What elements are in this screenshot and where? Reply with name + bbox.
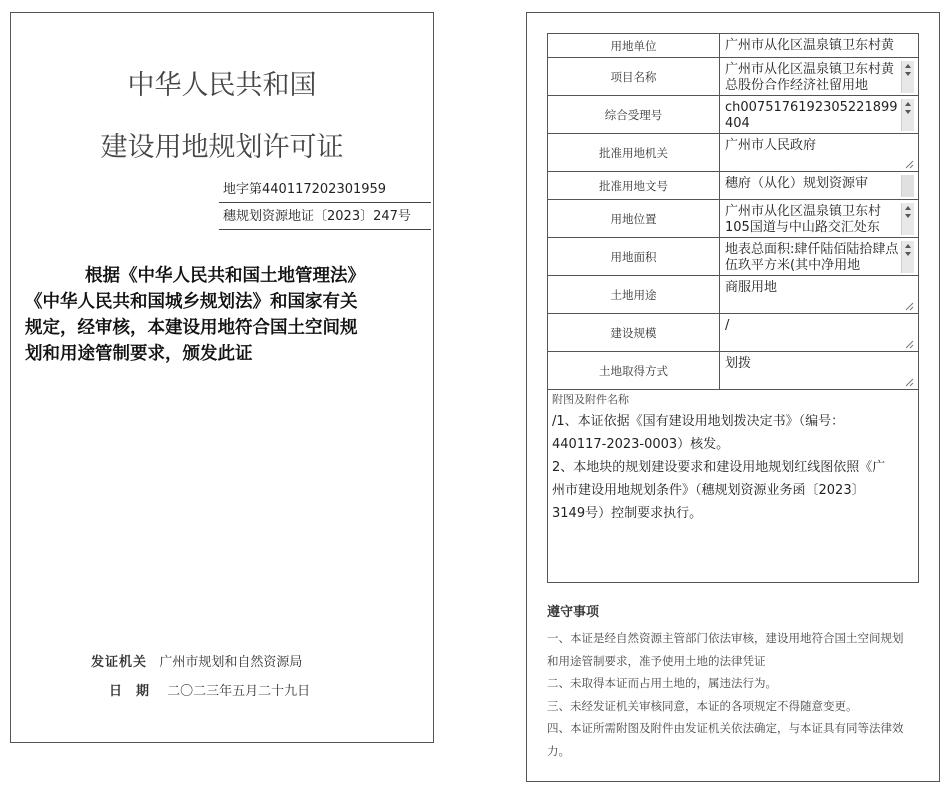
country-title: 中华人民共和国 xyxy=(127,70,317,101)
table-row xyxy=(548,352,919,390)
declaration-line: 根据《中华人民共和国土地管理法》 xyxy=(85,266,365,286)
date-value: 二〇二三年五月二十九日 xyxy=(167,684,311,699)
table-row xyxy=(548,34,919,58)
scroll-arrows-icon[interactable] xyxy=(901,99,914,131)
issuer-label: 发证机关 xyxy=(91,655,148,670)
attachments-text[interactable] xyxy=(552,410,914,525)
table-row xyxy=(548,96,919,134)
table-row xyxy=(548,276,919,314)
rule-line: 一、本证是经自然资源主管部门依法审核，建设用地符合国土空间规划 xyxy=(547,631,904,645)
resize-grip-icon[interactable] xyxy=(905,340,914,349)
rule-line: 四、本证所需附图及附件由发证机关依法确定，与本证具有同等法律效 xyxy=(547,721,904,735)
certificate-title: 建设用地规划许可证 xyxy=(100,132,344,163)
row-label: 综合受理号 xyxy=(548,96,720,134)
row-label: 批准用地机关 xyxy=(548,134,720,172)
resize-grip-icon[interactable] xyxy=(905,302,914,311)
attachment-line: 2、本地块的规划建设要求和建设用地规划红线图依照《广 xyxy=(552,460,886,475)
row-label: 项目名称 xyxy=(548,58,720,96)
attachment-line: /1、本证依据《国有建设用地划拨决定书》（编号： xyxy=(552,414,845,429)
certificate-details xyxy=(526,12,940,782)
details-table xyxy=(547,33,919,390)
table-row xyxy=(548,172,919,200)
scroll-track-icon[interactable] xyxy=(901,175,914,197)
rule-line: 和用途管制要求，准予使用土地的法律凭证 xyxy=(547,653,766,668)
issuer-row xyxy=(91,651,302,670)
land-unit-field[interactable]: 广州市从化区温泉镇卫东村黄 xyxy=(725,37,895,53)
declaration-line: 规定，经审核，本建设用地符合国土空间规 xyxy=(25,318,358,338)
rule-line: 二、未取得本证而占用土地的，属违法行为。 xyxy=(547,676,777,690)
acceptance-number-field[interactable]: ch0075176192305221899404 xyxy=(723,98,915,132)
scroll-arrows-icon[interactable] xyxy=(901,241,914,273)
row-label: 建设规模 xyxy=(548,314,720,352)
land-location-field[interactable]: 广州市从化区温泉镇卫东村105国道与中山路交汇处东 xyxy=(723,202,915,236)
row-label: 用地单位 xyxy=(548,34,720,58)
issuer-value: 广州市规划和自然资源局 xyxy=(159,655,303,670)
attachments-label: 附图及附件名称 xyxy=(552,393,629,406)
rule-line: 力。 xyxy=(547,743,570,758)
row-label: 用地面积 xyxy=(548,238,720,276)
rules-title: 遵守事项 xyxy=(547,605,600,620)
attachment-line: 州市建设用地规划条件》（穗规划资源业务函〔2023〕 xyxy=(552,483,865,498)
certificate-front xyxy=(10,12,434,743)
rules-list xyxy=(547,627,927,762)
table-row xyxy=(548,238,919,276)
approval-authority-field[interactable]: 广州市人民政府 xyxy=(723,136,915,170)
row-label: 用地位置 xyxy=(548,200,720,238)
certificate-number: 地字第440117202301959 xyxy=(219,177,431,203)
construction-scale-field[interactable]: / xyxy=(723,316,915,350)
table-row xyxy=(548,314,919,352)
project-name-field[interactable]: 广州市从化区温泉镇卫东村黄总股份合作经济社留用地 xyxy=(723,60,915,94)
scroll-arrows-icon[interactable] xyxy=(901,61,914,93)
land-area-field[interactable]: 地表总面积:肆仟陆佰陆拾肆点伍玖平方米(其中净用地 xyxy=(723,240,915,274)
approval-document-field[interactable]: 穗府（从化）规划资源审 xyxy=(723,174,915,198)
certificate-document-number: 穗规划资源地证〔2023〕247号 xyxy=(219,204,431,230)
row-label: 批准用地文号 xyxy=(548,172,720,200)
resize-grip-icon[interactable] xyxy=(905,378,914,387)
land-use-field[interactable]: 商服用地 xyxy=(723,278,915,312)
main-declaration xyxy=(25,263,425,367)
table-row xyxy=(548,58,919,96)
resize-grip-icon[interactable] xyxy=(905,160,914,169)
attachment-line: 3149号）控制要求执行。 xyxy=(552,506,703,521)
date-row xyxy=(109,680,310,699)
acquisition-method-field[interactable]: 划拨 xyxy=(723,354,915,388)
row-label: 土地用途 xyxy=(548,276,720,314)
date-label: 日期 xyxy=(109,684,164,699)
attachment-line: 440117-2023-0003）核发。 xyxy=(552,437,730,452)
declaration-line: 划和用途管制要求，颁发此证 xyxy=(25,344,253,364)
rule-line: 三、未经发证机关审核同意，本证的各项规定不得随意变更。 xyxy=(547,698,858,713)
declaration-line: 《中华人民共和国城乡规划法》和国家有关 xyxy=(25,292,358,312)
table-row xyxy=(548,134,919,172)
scroll-arrows-icon[interactable] xyxy=(901,203,914,235)
row-label: 土地取得方式 xyxy=(548,352,720,390)
attachments-section xyxy=(547,389,919,583)
table-row xyxy=(548,200,919,238)
